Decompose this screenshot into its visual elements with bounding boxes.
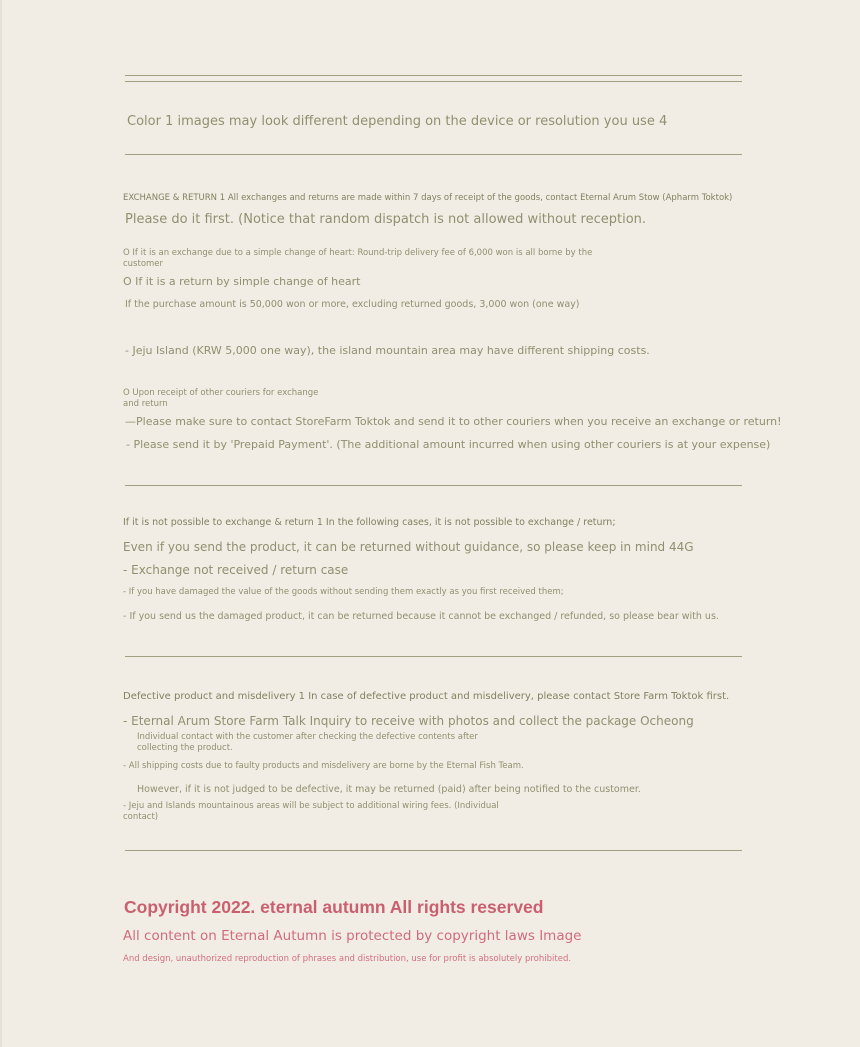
shipping-costs-note: - All shipping costs due to faulty products and misdelivery are borne by the Eternal Fish Team. [123, 761, 524, 771]
exchange-not-received-case: - Exchange not received / return case [123, 563, 349, 577]
damaged-value-case: - If you have damaged the value of the goods without sending them exactly as you first received them; [123, 587, 564, 597]
islands-wiring-fee-note: - Jeju and Islands mountainous areas will be subject to additional wiring fees. (Individual contact) [123, 801, 499, 822]
prepaid-payment-note: - Please send it by 'Prepaid Payment'. (The additional amount incurred when using other couriers is at your expense) [126, 438, 771, 451]
divider [125, 75, 742, 76]
divider [125, 656, 742, 657]
individual-contact-note: Individual contact with the customer after checking the defective contents after collecting the product. [137, 732, 478, 753]
divider [125, 485, 742, 486]
copyright-title: Copyright 2022. eternal autumn All rights reserved [124, 897, 544, 917]
divider [125, 850, 742, 851]
defective-heading: Defective product and misdelivery 1 In case of defective product and misdelivery, please contact Store Farm Toktok first. [123, 691, 730, 702]
exchange-return-heading: EXCHANGE & RETURN 1 All exchanges and returns are made within 7 days of receipt of the goods, contact Eternal Arum Stow (Apharm Toktok) [123, 193, 733, 203]
defective-inquiry: - Eternal Arum Store Farm Talk Inquiry to receive with photos and collect the package Ocheong [123, 714, 694, 728]
jeju-shipping-note: - Jeju Island (KRW 5,000 one way), the island mountain area may have different shipping costs. [125, 344, 650, 357]
not-possible-lead: Even if you send the product, it can be returned without guidance, so please keep in mind 44G [123, 540, 694, 554]
not-judged-defective-note: However, if it is not judged to be defective, it may be returned (paid) after being notified to the customer. [137, 784, 641, 795]
simple-change-fee: O If it is an exchange due to a simple change of heart: Round-trip delivery fee of 6,000 won is all borne by the customer [123, 248, 593, 269]
divider [125, 81, 742, 82]
not-possible-heading: If it is not possible to exchange & return 1 In the following cases, it is not possible to exchange / return; [123, 517, 616, 528]
other-couriers-note: O Upon receipt of other couriers for exchange and return [123, 388, 319, 409]
contact-storefarm-note: —Please make sure to contact StoreFarm Toktok and send it to other couriers when you receive an exchange or return! [125, 415, 782, 428]
exchange-return-lead: Please do it first. (Notice that random dispatch is not allowed without reception. [125, 212, 647, 227]
copyright-protected-note: All content on Eternal Autumn is protected by copyright laws Image [123, 928, 582, 944]
color-notice: Color 1 images may look different depending on the device or resolution you use 4 [127, 114, 668, 129]
divider [125, 154, 742, 155]
copyright-prohibited-note: And design, unauthorized reproduction of phrases and distribution, use for profit is absolutely prohibited. [123, 954, 572, 964]
damaged-product-case: - If you send us the damaged product, it can be returned because it cannot be exchanged / refunded, so please bear with us. [123, 611, 719, 622]
return-simple-change: O If it is a return by simple change of heart [123, 275, 361, 288]
purchase-amount-note: If the purchase amount is 50,000 won or more, excluding returned goods, 3,000 won (one way) [125, 299, 580, 310]
